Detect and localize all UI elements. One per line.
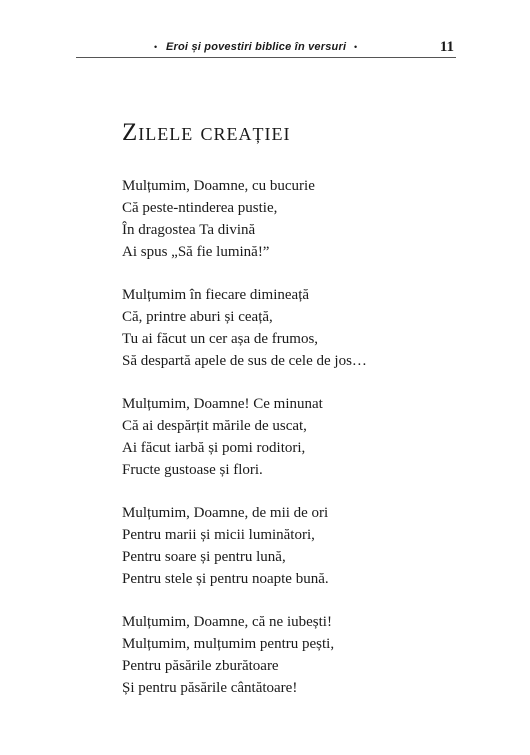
poem-line: Pentru păsările zburătoare — [122, 658, 279, 674]
poem-line: Mulțumim, Doamne, cu bucurie — [122, 178, 315, 194]
poem-line: Pentru marii și micii luminători, — [122, 527, 315, 543]
poem-body — [122, 175, 462, 720]
poem-line: Mulțumim, Doamne, că ne iubești! — [122, 614, 332, 630]
poem-line: Ai spus „Să fie lumină!” — [122, 244, 270, 260]
stanza-4 — [122, 502, 462, 590]
stanza-5 — [122, 611, 462, 699]
header-bullet-left: • — [154, 42, 158, 52]
running-header — [76, 40, 456, 58]
poem-line: Că ai despărțit mările de uscat, — [122, 418, 307, 434]
poem-line: Pentru stele și pentru noapte bună. — [122, 571, 329, 587]
stanza-2 — [122, 284, 462, 372]
header-divider — [76, 57, 456, 58]
poem-line: Ai făcut iarbă și pomi roditori, — [122, 440, 306, 456]
stanza-3 — [122, 393, 462, 481]
stanza-1 — [122, 175, 462, 263]
poem-line: Mulțumim, Doamne! Ce minunat — [122, 396, 323, 412]
header-bullet-right: • — [354, 42, 358, 52]
poem-line: Mulțumim, mulțumim pentru pești, — [122, 636, 335, 652]
poem-title: Zilele creației — [122, 119, 291, 146]
poem-line: În dragostea Ta divină — [122, 222, 256, 238]
poem-line: Pentru soare și pentru lună, — [122, 549, 286, 565]
poem-line: Că, printre aburi și ceață, — [122, 309, 273, 325]
poem-line: Că peste-ntinderea pustie, — [122, 200, 278, 216]
poem-line: Fructe gustoase și flori. — [122, 462, 263, 478]
poem-line: Să despartă apele de sus de cele de jos… — [122, 353, 367, 369]
poem-line: Mulțumim, Doamne, de mii de ori — [122, 505, 329, 521]
page-number: 11 — [439, 39, 454, 55]
poem-line: Tu ai făcut un cer așa de frumos, — [122, 331, 319, 347]
header-book-title: Eroi și povestiri biblice în versuri — [166, 41, 347, 53]
poem-line: Mulțumim în fiecare dimineață — [122, 287, 310, 303]
poem-line: Și pentru păsările cântătoare! — [122, 680, 298, 696]
